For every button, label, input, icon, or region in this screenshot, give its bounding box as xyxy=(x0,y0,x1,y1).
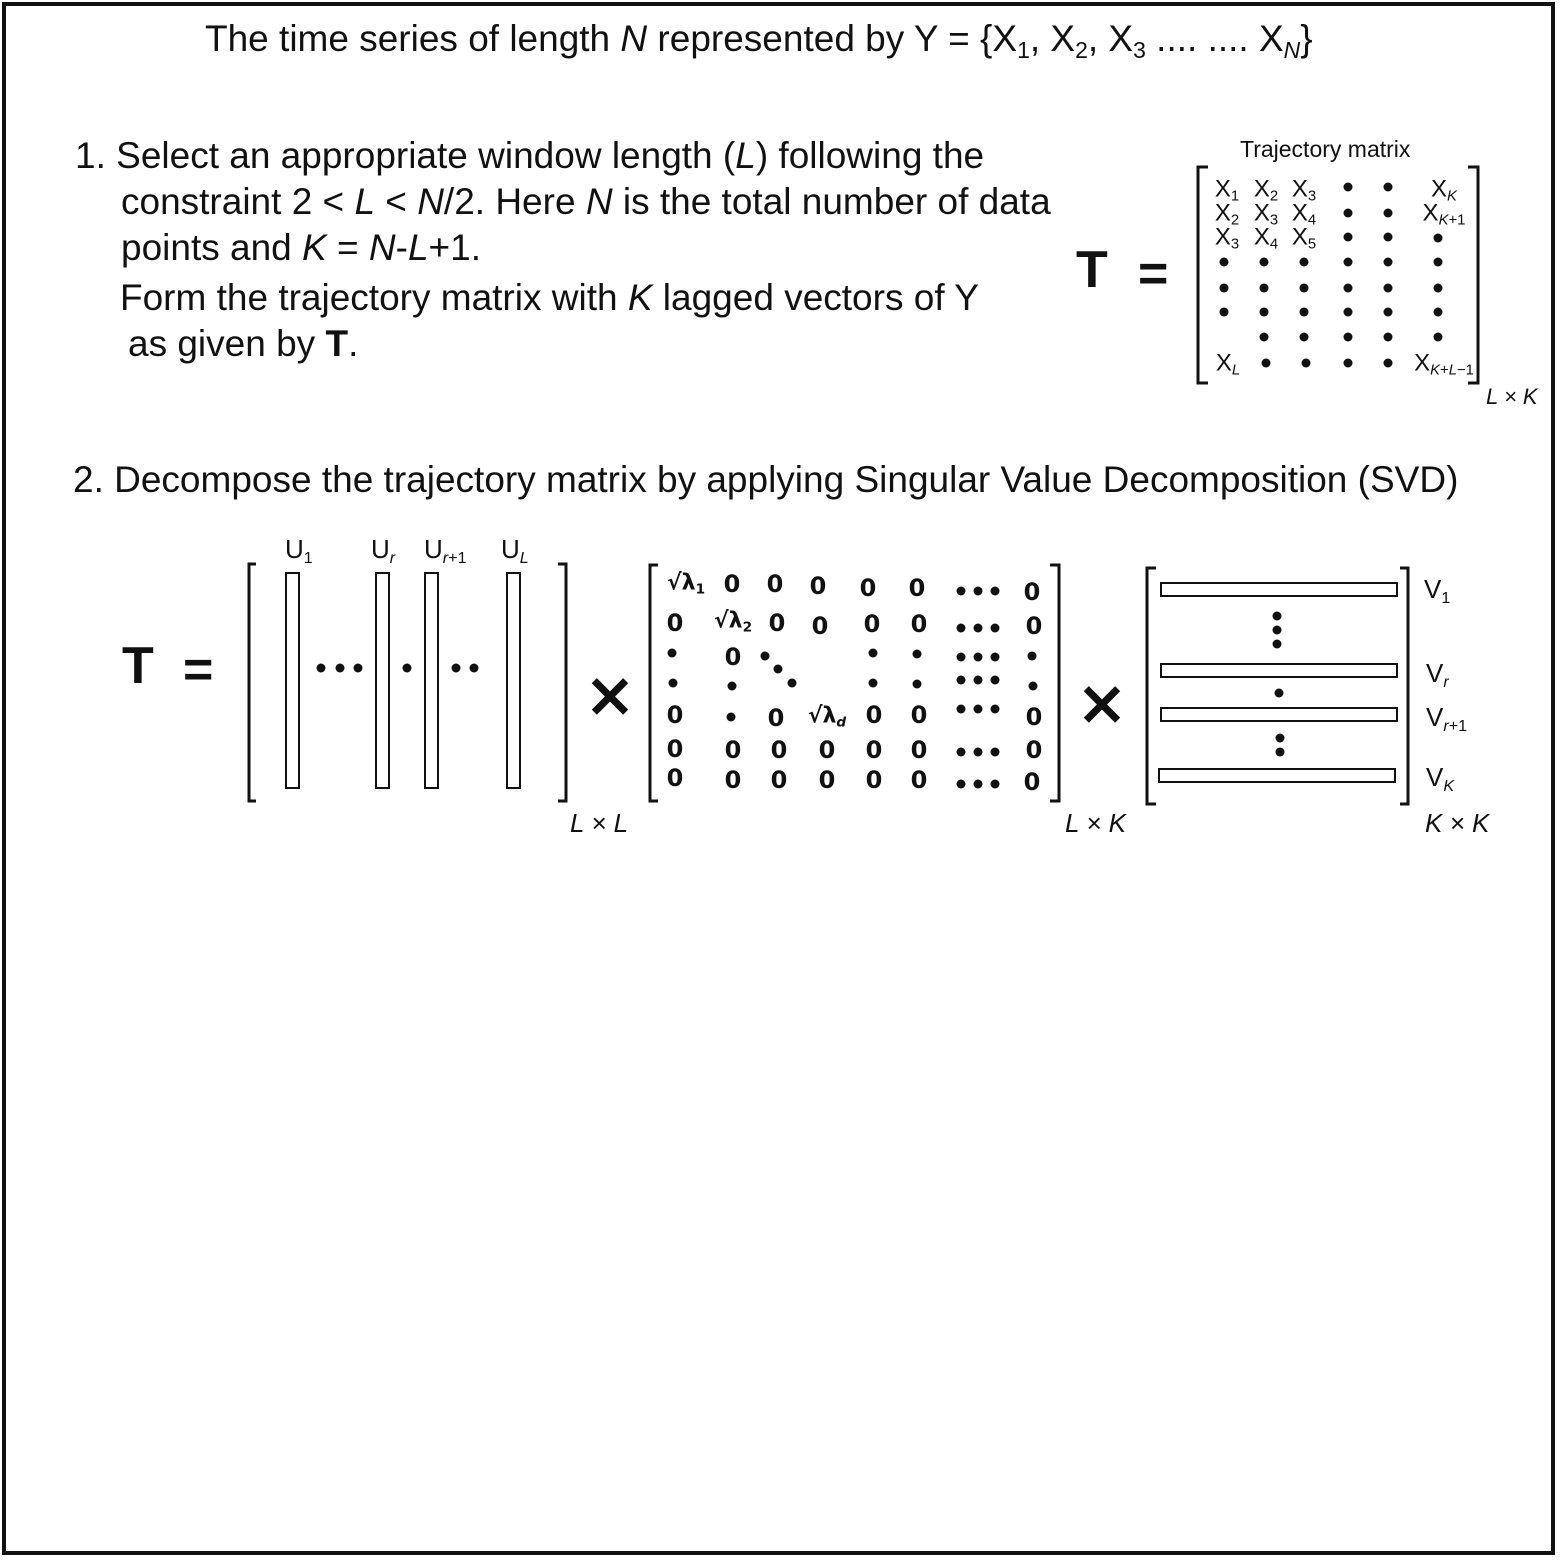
sigma-ellipsis-dot xyxy=(974,587,983,596)
traj-cell-r2c1: $X_2$ xyxy=(1214,199,1240,229)
traj-cell-last-cK: $X_{K+L-1}$ xyxy=(1414,349,1474,379)
trajectory-ellipsis-dot xyxy=(1260,258,1269,267)
U1-label: $U_1$ xyxy=(285,534,313,567)
V-ellipsis-dot xyxy=(1276,734,1285,743)
step-2-text: 2. Decompose the trajectory matrix by applying Singular Value Decomposition (SVD) xyxy=(73,459,1459,500)
sigma-ellipsis-dot xyxy=(957,705,966,714)
trajectory-ellipsis-dot xyxy=(1434,234,1443,243)
traj-cell-r3c3: $X_5$ xyxy=(1291,223,1317,253)
trajectory-ellipsis-dot xyxy=(1344,308,1353,317)
step-1-text: 1. Select an appropriate window length (L) following the constraint 2 < L < N/2. Here N is the total number of data points and K = N-L+1. Form the trajectory matrix with K lagged vectors of Y as given by T. xyxy=(75,135,1051,364)
U-ellipsis-dot xyxy=(336,664,345,673)
sigma-ellipsis-dot xyxy=(1029,682,1038,691)
sigma-zero: 0 xyxy=(1025,736,1043,764)
trajectory-ellipsis-dot xyxy=(1384,233,1393,242)
sigma-diag-1: $√\lambda_1$ xyxy=(666,570,706,598)
trajectory-ellipsis-dot xyxy=(1344,233,1353,242)
svd-equals: = xyxy=(183,641,214,699)
sigma-ellipsis-dot xyxy=(974,624,983,633)
sigma-zero: 0 xyxy=(818,736,836,764)
sigma-ellipsis-dot xyxy=(974,780,983,789)
sigma-zero: 0 xyxy=(865,736,883,764)
sigma-ellipsis-dot xyxy=(991,748,1000,757)
title: The time series of length N represented by $Y = \{X_1$, $X_2$, $X_3$ .... .... $X_N$} xyxy=(205,18,1313,63)
sigma-zero: 0 xyxy=(666,609,684,637)
trajectory-ellipsis-dot xyxy=(1220,284,1229,293)
U-ellipsis-dot xyxy=(354,664,363,673)
sigma-zero: 0 xyxy=(863,610,881,638)
V-ellipsis-dot xyxy=(1273,612,1282,621)
trajectory-ellipsis-dot xyxy=(1300,308,1309,317)
traj-cell-r2cK: $X_{K+1}$ xyxy=(1422,199,1466,229)
sigma-ellipsis-dot xyxy=(788,679,797,688)
trajectory-ellipsis-dot xyxy=(1384,284,1393,293)
trajectory-T-symbol: T xyxy=(1076,241,1108,299)
sigma-ellipsis-dot xyxy=(991,780,1000,789)
trajectory-ellipsis-dot xyxy=(1344,209,1353,218)
sigma-ellipsis-dot xyxy=(913,680,922,689)
sigma-ellipsis-dot xyxy=(991,624,1000,633)
sigma-zero: 0 xyxy=(1023,768,1041,796)
UL-column xyxy=(506,572,521,789)
Vr-label: $V_r$ xyxy=(1426,658,1449,691)
sigma-zero: 0 xyxy=(1025,703,1043,731)
trajectory-ellipsis-dot xyxy=(1434,333,1443,342)
sigma-zero: 0 xyxy=(910,701,928,729)
U-ellipsis-dot xyxy=(317,664,326,673)
sigma-zero: 0 xyxy=(811,612,829,640)
sigma-ellipsis-dot xyxy=(668,649,677,658)
svd-T-symbol: T xyxy=(122,637,154,695)
U-dimension: L × L xyxy=(570,808,629,838)
trajectory-ellipsis-dot xyxy=(1260,308,1269,317)
trajectory-ellipsis-dot xyxy=(1384,258,1393,267)
multiply-sign-2: × xyxy=(1076,666,1128,739)
traj-cell-r1cK: $X_K$ xyxy=(1431,175,1457,205)
sigma-ellipsis-dot xyxy=(974,705,983,714)
sigma-ellipsis-dot xyxy=(974,676,983,685)
trajectory-ellipsis-dot xyxy=(1434,284,1443,293)
trajectory-matrix-label: Trajectory matrix xyxy=(1240,136,1411,162)
sigma-zero: 0 xyxy=(910,766,928,794)
sigma-ellipsis-dot xyxy=(727,713,736,722)
sigma-ellipsis-dot xyxy=(974,748,983,757)
V-ellipsis-dot xyxy=(1275,689,1284,698)
Ur+1-label: $U_{r+1}$ xyxy=(424,534,467,567)
trajectory-ellipsis-dot xyxy=(1434,308,1443,317)
trajectory-ellipsis-dot xyxy=(1434,258,1443,267)
sigma-ellipsis-dot xyxy=(991,676,1000,685)
sigma-zero: 0 xyxy=(724,643,742,671)
sigma-ellipsis-dot xyxy=(957,748,966,757)
Vr+1-label: $V_{r+1}$ xyxy=(1426,702,1468,735)
sigma-zero: 0 xyxy=(666,735,684,763)
VK-row xyxy=(1158,768,1396,783)
sigma-zero: 0 xyxy=(910,610,928,638)
traj-cell-r1c2: $X_2$ xyxy=(1253,175,1279,205)
sigma-zero: 0 xyxy=(767,704,785,732)
U-ellipsis-dot xyxy=(470,664,479,673)
trajectory-ellipsis-dot xyxy=(1300,333,1309,342)
Vr-row xyxy=(1160,663,1398,678)
trajectory-dimension: L × K xyxy=(1486,384,1538,409)
Ur+1-column xyxy=(424,572,439,789)
sigma-zero: 0 xyxy=(766,570,784,598)
sigma-zero: 0 xyxy=(865,766,883,794)
sigma-ellipsis-dot xyxy=(957,587,966,596)
sigma-ellipsis-dot xyxy=(728,682,737,691)
trajectory-ellipsis-dot xyxy=(1220,258,1229,267)
trajectory-ellipsis-dot xyxy=(1260,333,1269,342)
V-ellipsis-dot xyxy=(1273,626,1282,635)
trajectory-ellipsis-dot xyxy=(1260,284,1269,293)
sigma-zero: 0 xyxy=(724,766,742,794)
U-ellipsis-dot xyxy=(403,664,412,673)
trajectory-ellipsis-dot xyxy=(1344,284,1353,293)
sigma-ellipsis-dot xyxy=(774,665,783,674)
trajectory-ellipsis-dot xyxy=(1384,209,1393,218)
sigma-ellipsis-dot xyxy=(957,624,966,633)
sigma-zero: 0 xyxy=(770,736,788,764)
trajectory-ellipsis-dot xyxy=(1344,258,1353,267)
sigma-ellipsis-dot xyxy=(957,676,966,685)
sigma-zero: 0 xyxy=(865,701,883,729)
sigma-ellipsis-dot xyxy=(869,649,878,658)
sigma-zero: 0 xyxy=(910,736,928,764)
trajectory-ellipsis-dot xyxy=(1300,258,1309,267)
sigma-zero: 0 xyxy=(770,766,788,794)
trajectory-ellipsis-dot xyxy=(1384,333,1393,342)
trajectory-ellipsis-dot xyxy=(1344,359,1353,368)
sigma-ellipsis-dot xyxy=(991,587,1000,596)
sigma-dimension: L × K xyxy=(1065,808,1126,838)
trajectory-ellipsis-dot xyxy=(1384,183,1393,192)
trajectory-ellipsis-dot xyxy=(1384,308,1393,317)
sigma-ellipsis-dot xyxy=(669,679,678,688)
sigma-ellipsis-dot xyxy=(1028,652,1037,661)
V-dimension: K × K xyxy=(1425,808,1490,838)
sigma-ellipsis-dot xyxy=(761,652,770,661)
traj-cell-r3c1: $X_3$ xyxy=(1214,223,1240,253)
sigma-ellipsis-dot xyxy=(974,653,983,662)
trajectory-ellipsis-dot xyxy=(1302,359,1311,368)
Ur-column xyxy=(375,572,390,789)
sigma-ellipsis-dot xyxy=(913,650,922,659)
sigma-zero: 0 xyxy=(666,701,684,729)
traj-cell-r3c2: $X_4$ xyxy=(1253,223,1279,253)
sigma-zero: 0 xyxy=(809,572,827,600)
trajectory-ellipsis-dot xyxy=(1220,308,1229,317)
sigma-diag-d: $√\lambda_d$ xyxy=(807,703,847,731)
V-ellipsis-dot xyxy=(1276,748,1285,757)
sigma-zero: 0 xyxy=(723,570,741,598)
V1-row xyxy=(1160,582,1398,597)
trajectory-ellipsis-dot xyxy=(1262,359,1271,368)
sigma-zero: 0 xyxy=(724,736,742,764)
U1-column xyxy=(285,572,300,789)
UL-label: $U_L$ xyxy=(501,534,529,567)
sigma-ellipsis-dot xyxy=(957,653,966,662)
trajectory-ellipsis-dot xyxy=(1300,284,1309,293)
traj-cell-last-c1: $X_L$ xyxy=(1215,349,1241,379)
traj-cell-r1c1: $X_1$ xyxy=(1214,175,1240,205)
sigma-ellipsis-dot xyxy=(957,780,966,789)
trajectory-ellipsis-dot xyxy=(1384,359,1393,368)
sigma-zero: 0 xyxy=(1025,612,1043,640)
sigma-ellipsis-dot xyxy=(869,679,878,688)
traj-cell-r2c3: $X_4$ xyxy=(1291,199,1317,229)
trajectory-ellipsis-dot xyxy=(1344,333,1353,342)
Ur-label: $U_r$ xyxy=(371,534,396,567)
sigma-diag-2: $√\lambda_2$ xyxy=(713,608,753,636)
V-ellipsis-dot xyxy=(1273,640,1282,649)
VK-label: $V_K$ xyxy=(1426,762,1455,795)
U-ellipsis-dot xyxy=(452,664,461,673)
sigma-zero: 0 xyxy=(1023,578,1041,606)
trajectory-equals: = xyxy=(1138,245,1169,303)
V1-label: $V_1$ xyxy=(1424,574,1451,607)
sigma-zero: 0 xyxy=(908,574,926,602)
traj-cell-r1c3: $X_3$ xyxy=(1291,175,1317,205)
sigma-ellipsis-dot xyxy=(991,653,1000,662)
sigma-zero: 0 xyxy=(818,766,836,794)
sigma-ellipsis-dot xyxy=(991,705,1000,714)
sigma-zero: 0 xyxy=(666,764,684,792)
sigma-zero: 0 xyxy=(768,609,786,637)
Vr+1-row xyxy=(1160,707,1398,722)
multiply-sign-1: × xyxy=(584,658,636,731)
sigma-zero: 0 xyxy=(859,574,877,602)
trajectory-ellipsis-dot xyxy=(1344,183,1353,192)
traj-cell-r2c2: $X_3$ xyxy=(1253,199,1279,229)
